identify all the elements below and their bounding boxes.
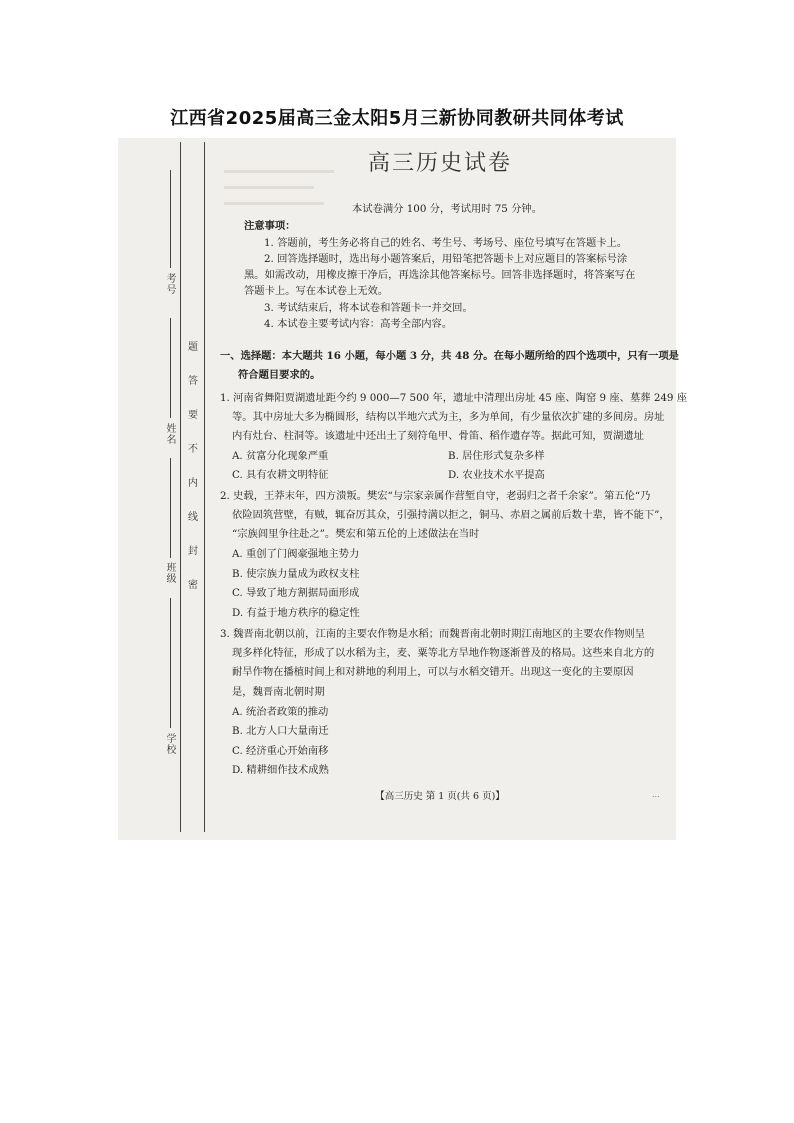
section-heading: 一、选择题：本大题共 16 小题，每小题 3 分，共 48 分。在每小题所给的四个选项中，只有一项是	[220, 350, 679, 362]
exam-intro: 本试卷满分 100 分，考试用时 75 分钟。	[352, 203, 543, 215]
page-footer: 【高三历史 第 1 页(共 6 页)】	[375, 791, 505, 802]
option-a: A. 重创了门阀豪强地主势力	[232, 548, 360, 560]
notice-line: 答题卡上。写在本试卷上无效。	[244, 285, 389, 297]
option-c: C. 具有农耕文明特征	[232, 469, 329, 481]
bleed-through-mark	[224, 202, 324, 205]
question-stem: 现多样化特征，形成了以水稻为主，麦、粟等北方旱地作物逐渐普及的格局。这些来自北方的	[232, 647, 655, 659]
notice-line: 1. 答题前，考生务必将自己的姓名、考生号、考场号、座位号填写在答题卡上。	[264, 237, 628, 249]
notice-line: 黑。如需改动，用橡皮擦干净后，再选涂其他答案标号。回答非选择题时，将答案写在	[244, 269, 636, 281]
seal-char: 要	[188, 410, 198, 421]
option-b: B. 居住形式复杂多样	[448, 450, 545, 462]
class-blank	[170, 458, 171, 558]
question-stem: 等。其中房址大多为椭圆形，结构以半地穴式为主，多为单间，有少量依次扩建的多间房。房址	[232, 411, 665, 423]
name-label: 姓名	[164, 423, 175, 445]
option-a: A. 统治者政策的推动	[232, 706, 329, 718]
option-c: C. 导致了地方割据局面形成	[232, 587, 360, 599]
question-stem: 依险固筑营壁，有贼，辄奋厉其众，引强持满以拒之，铜马、赤眉之属前后数十辈，皆不能下”，	[232, 509, 670, 521]
option-d: D. 农业技术水平提高	[448, 469, 545, 481]
footer-mark: ...	[652, 790, 660, 799]
question-stem: 1. 河南省舞阳贾湖遗址距今约 9 000—7 500 年，遗址中清理出房址 45 座、陶窑 9 座、墓葬 249 座	[220, 392, 688, 404]
school-label: 学校	[164, 733, 175, 755]
document-header-title: 江西省2025届高三金太阳5月三新协同教研共同体考试	[170, 108, 624, 129]
binding-line-inner	[204, 142, 205, 832]
notice-heading: 注意事项：	[244, 220, 296, 232]
option-d: D. 有益于地方秩序的稳定性	[232, 607, 360, 619]
school-blank	[170, 598, 171, 728]
paper-title: 高三历史试卷	[367, 151, 512, 176]
notice-line: 2. 回答选择题时，选出每小题答案后，用铅笔把答题卡上对应题目的答案标号涂	[264, 253, 628, 265]
seal-char: 答	[188, 376, 198, 387]
seal-char: 封	[188, 546, 198, 557]
option-b: B. 使宗族力量成为政权支柱	[232, 568, 360, 580]
seal-char: 内	[188, 478, 198, 489]
question-stem: 是，魏晋南北朝时期	[232, 686, 325, 698]
seal-char: 题	[188, 342, 198, 353]
question-stem: 内有灶台、柱洞等。该遗址中还出土了刻符龟甲、骨笛、稻作遗存等。据此可知，贾湖遗址	[232, 430, 644, 442]
exam-no-blank	[170, 170, 171, 268]
option-b: B. 北方人口大量南迁	[232, 725, 329, 737]
option-d: D. 精耕细作技术成熟	[232, 764, 329, 776]
notice-line: 4. 本试卷主要考试内容：高考全部内容。	[264, 318, 453, 330]
name-blank	[170, 318, 171, 418]
exam-no-label: 考号	[164, 273, 175, 295]
question-stem: 2. 史载，王莽末年，四方溃叛。樊宏“与宗家亲属作营堑自守，老弱归之者千余家”。第五伦“乃	[220, 490, 651, 502]
option-c: C. 经济重心开始南移	[232, 745, 329, 757]
seal-char: 不	[188, 444, 198, 455]
binding-line-outer	[180, 142, 181, 832]
question-stem: “宗族闾里争往赴之”。樊宏和第五伦的上述做法在当时	[232, 528, 480, 540]
seal-char: 线	[188, 512, 198, 523]
bleed-through-mark	[224, 186, 314, 189]
option-a: A. 贫富分化现象严重	[232, 450, 329, 462]
section-heading: 符合题目要求的。	[238, 369, 321, 381]
question-stem: 3. 魏晋南北朝以前，江南的主要农作物是水稻；而魏晋南北朝时期江南地区的主要农作物则呈	[220, 628, 645, 640]
notice-line: 3. 考试结束后，将本试卷和答题卡一并交回。	[264, 302, 473, 314]
seal-char: 密	[188, 580, 198, 591]
question-stem: 耐旱作物在播植时间上和对耕地的利用上，可以与水稻交错开。出现这一变化的主要原因	[232, 666, 634, 678]
class-label: 班级	[164, 562, 175, 584]
